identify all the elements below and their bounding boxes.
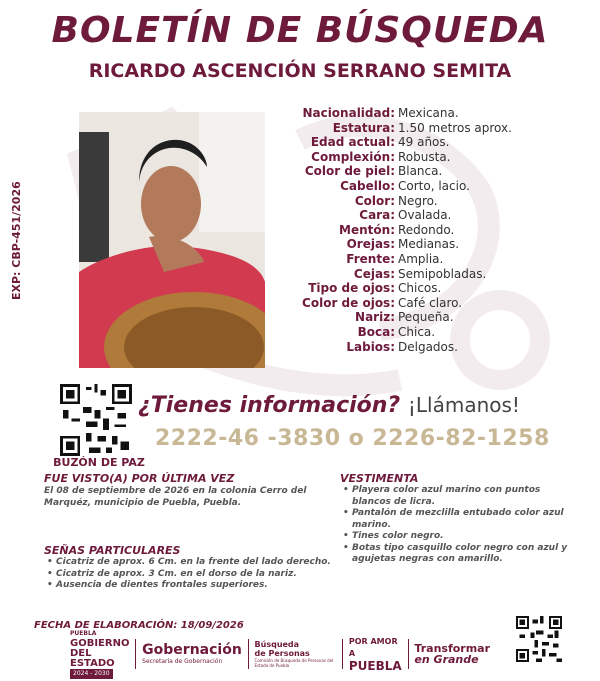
list-item: • Botas tipo casquillo color negro con azul y agujetas negras con amarillo. xyxy=(340,543,580,566)
buzon-qr-code[interactable] xyxy=(60,384,132,456)
detail-row-cejas xyxy=(290,267,590,282)
logo-text: POR AMOR A xyxy=(348,637,398,658)
detail-value: Delgados. xyxy=(398,339,458,354)
detail-value: Amplia. xyxy=(398,251,444,266)
detail-row-estatura xyxy=(290,121,590,136)
detail-row-frente xyxy=(290,252,590,267)
detail-value: Semipobladas. xyxy=(398,266,487,281)
gobernacion-logo xyxy=(142,637,242,671)
detail-row-tipo-ojos xyxy=(290,281,590,296)
por-amor-puebla-logo xyxy=(349,637,402,671)
detail-row-orejas xyxy=(290,237,590,252)
logo-text: en Grande xyxy=(414,653,479,666)
detail-label: Color: xyxy=(354,193,395,208)
logo-text: PUEBLA xyxy=(70,630,97,637)
busqueda-personas-logo xyxy=(255,637,337,671)
detail-row-boca xyxy=(290,325,590,340)
elaboration-date: FECHA DE ELABORACIÓN: 18/09/2026 xyxy=(34,620,244,631)
detail-label: Estatura: xyxy=(332,120,395,135)
list-item: • Tines color negro. xyxy=(340,531,580,543)
detail-label: Frente: xyxy=(346,251,395,266)
marks-section xyxy=(44,544,334,592)
detail-value: Blanca. xyxy=(398,164,443,179)
detail-label: Cabello: xyxy=(340,178,395,193)
expediente-number: EXP: CBP-451/2026 xyxy=(10,181,23,300)
detail-row-nacionalidad xyxy=(290,106,590,121)
detail-label: Edad actual: xyxy=(310,135,395,150)
info-question-text: ¿Tienes información? xyxy=(138,393,401,418)
logo-text: 2024 - 2030 xyxy=(70,669,113,679)
detail-label: Color de piel: xyxy=(304,164,395,179)
logo-divider xyxy=(342,639,343,669)
list-item: • Pantalón de mezclilla entubado color azul marino. xyxy=(340,508,580,531)
detail-value: Medianas. xyxy=(398,237,460,252)
detail-row-nariz xyxy=(290,310,590,325)
buzon-label: BUZÓN DE PAZ xyxy=(53,456,145,469)
detail-value: 1.50 metros aprox. xyxy=(398,120,512,135)
detail-row-color-piel xyxy=(290,164,590,179)
clothing-section xyxy=(340,472,580,566)
logo-divider xyxy=(248,639,249,669)
detail-label: Color de ojos: xyxy=(302,295,395,310)
marks-list xyxy=(44,557,334,592)
detail-value: Mexicana. xyxy=(398,106,459,120)
marks-title: SEÑAS PARTICULARES xyxy=(44,544,181,557)
clothing-list xyxy=(340,485,580,566)
logo-divider xyxy=(408,639,409,669)
logo-text: GOBIERNO xyxy=(70,638,130,649)
detail-value: Café claro. xyxy=(398,295,463,310)
physical-details xyxy=(290,106,590,354)
detail-value: Corto, lacio. xyxy=(398,178,470,193)
detail-row-menton xyxy=(290,223,590,238)
detail-label: Orejas: xyxy=(346,237,395,252)
detail-row-color-ojos xyxy=(290,296,590,311)
clothing-title: VESTIMENTA xyxy=(340,472,419,485)
phone-numbers[interactable]: 2222-46 -3830 o 2226-82-1258 xyxy=(155,426,550,451)
person-photo xyxy=(79,112,265,368)
list-item: • Cicatriz de aprox. 6 Cm. en la frente del lado derecho. xyxy=(44,557,334,569)
detail-label: Tipo de ojos: xyxy=(308,281,395,296)
logo-text: Secretaría de Gobernación xyxy=(142,658,223,665)
logo-text: de Personas xyxy=(254,649,310,658)
person-name: RICARDO ASCENCIÓN SERRANO SEMITA xyxy=(88,60,512,82)
detail-value: 49 años. xyxy=(398,135,450,150)
last-seen-title: FUE VISTO(A) POR ÚLTIMA VEZ xyxy=(44,472,235,485)
detail-row-color xyxy=(290,194,590,209)
detail-label: Complexión: xyxy=(311,149,395,164)
list-item: • Ausencia de dientes frontales superiores. xyxy=(44,580,334,592)
logo-text: Comisión de Búsqueda de Personas del Estado de Puebla xyxy=(254,658,334,668)
detail-value: Redondo. xyxy=(398,222,455,237)
detail-row-cabello xyxy=(290,179,590,194)
detail-row-labios xyxy=(290,340,590,355)
detail-value: Ovalada. xyxy=(398,208,452,223)
call-us-text: ¡Llámanos! xyxy=(407,393,520,417)
detail-row-cara xyxy=(290,208,590,223)
detail-value: Negro. xyxy=(398,193,438,208)
detail-row-complexion xyxy=(290,150,590,165)
footer-qr-code[interactable] xyxy=(516,616,562,662)
logo-text: PUEBLA xyxy=(348,659,402,673)
info-question xyxy=(138,393,520,418)
logo-text: DEL ESTADO xyxy=(70,648,115,669)
detail-value: Pequeña. xyxy=(398,310,454,325)
detail-value: Robusta. xyxy=(398,149,451,164)
logo-text: Gobernación xyxy=(142,642,242,658)
detail-label: Boca: xyxy=(357,324,395,339)
detail-label: Mentón: xyxy=(339,222,395,237)
detail-label: Cara: xyxy=(359,208,395,223)
detail-label: Nacionalidad: xyxy=(302,106,395,120)
detail-label: Cejas: xyxy=(353,266,395,281)
footer-logos xyxy=(70,630,491,677)
detail-value: Chicos. xyxy=(398,281,442,296)
gobierno-estado-logo xyxy=(70,630,130,677)
list-item: • Cicatriz de aprox. 3 Cm. en el dorso de la nariz. xyxy=(44,569,334,581)
detail-label: Labios: xyxy=(346,339,395,354)
bulletin-title: BOLETÍN DE BÚSQUEDA xyxy=(51,10,549,51)
last-seen-section xyxy=(44,472,334,509)
transformar-logo xyxy=(414,637,490,671)
logo-text: Búsqueda xyxy=(254,640,300,649)
logo-divider xyxy=(135,639,136,669)
list-item: • Playera color azul marino con puntos blancos de licra. xyxy=(340,485,580,508)
last-seen-text: El 08 de septiembre de 2026 en la colonia Cerro del Marquéz, municipio de Puebla, Puebla. xyxy=(44,486,307,508)
detail-label: Nariz: xyxy=(355,310,395,325)
detail-row-edad xyxy=(290,135,590,150)
logo-text: Transformar xyxy=(414,642,491,655)
detail-value: Chica. xyxy=(398,324,436,339)
